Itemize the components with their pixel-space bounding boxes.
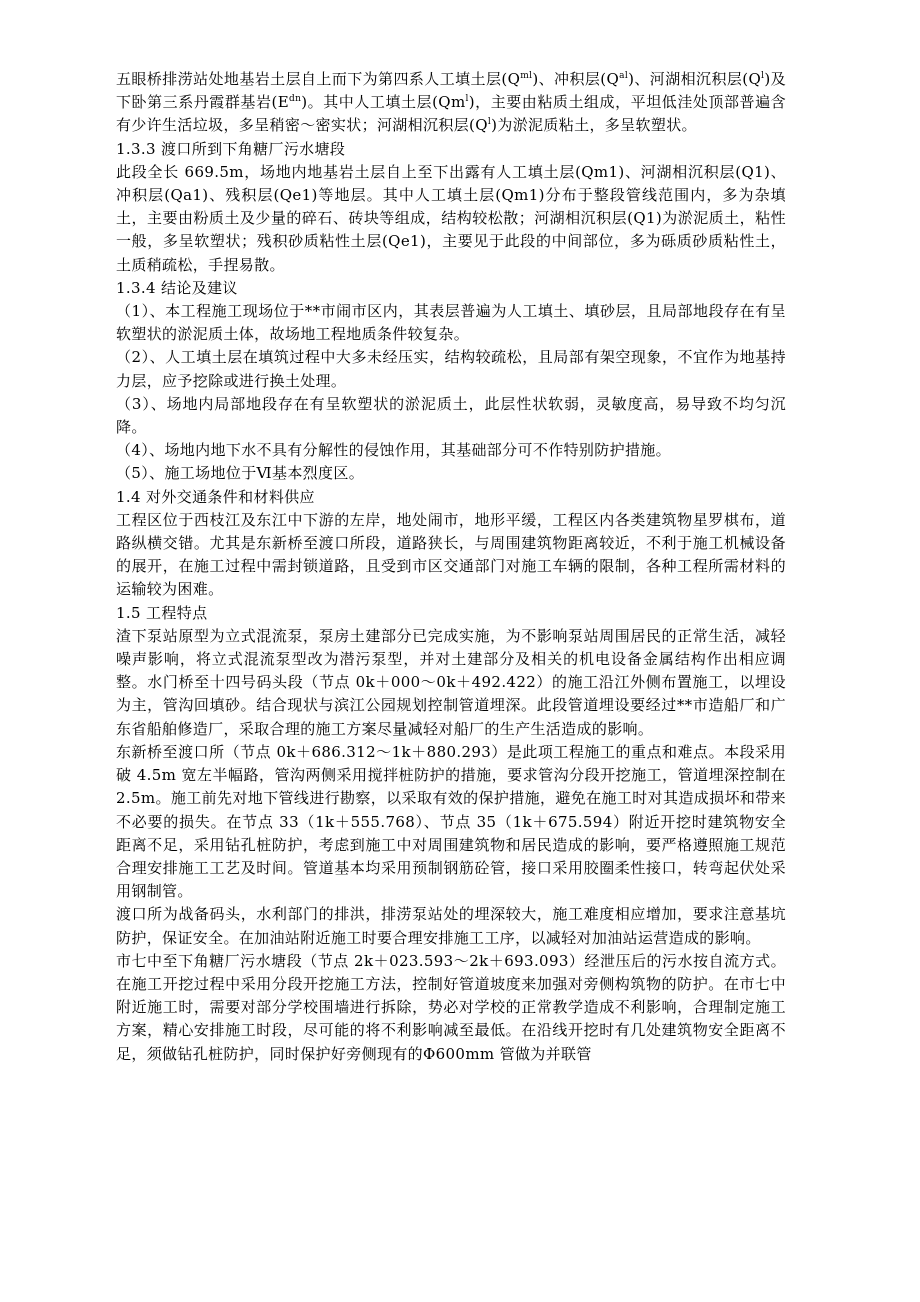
heading-1-4: 1.4 对外交通条件和材料供应 bbox=[116, 487, 315, 506]
paragraph-traffic: 工程区位于西枝江及东江中下游的左岸，地处闹市，地形平缓，工程区内各类建筑物星罗棋布，道路纵横交错。尤其是东新桥至渡口所段，道路狭长，与周围建筑物距离较近，不利于施工机械设备的展开，在施工过程中需封锁道路，且受到市区交通部门对施工车辆的限制，各种工程所需材料的运输较为困难。 bbox=[116, 510, 786, 599]
paragraph-geology-dukousuo: 此段全长 669.5m，场地内地基岩土层自上至下出露有人工填土层(Qm1)、河湖相沉积层(Q1)、冲积层(Qa1)、残积层(Qe1)等地层。其中人工填土层(Qm1)分布于整段管线范围内，多为杂填土，主要由粉质土及少量的碎石、砖块等组成，结构较松散；河湖相沉积层(Q1)为淤泥质土，粘性一般，多呈软塑状；残积砂质粘性土层(Qe1)，主要见于此段的中间部位，多为砾质砂质粘性土，土质稍疏松，手捏易散。 bbox=[116, 162, 786, 274]
paragraph-features-dukousuo: 渡口所为战备码头，水利部门的排洪，排涝泵站处的埋深较大，施工难度相应增加，要求注意基坑防护，保证安全。在加油站附近施工时要合理安排施工工序，以减轻对加油站运营造成的影响。 bbox=[116, 905, 786, 947]
document-body bbox=[116, 68, 786, 1066]
paragraph-features-pump: 渣下泵站原型为立式混流泵，泵房土建部分已完成实施，为不影响泵站周围居民的正常生活，减轻噪声影响，将立式混流泵型改为潜污泵型，并对土建部分及相关的机电设备金属结构作出相应调整。水门桥至十四号码头段（节点 0k＋000～0k＋492.422）的施工沿江外侧布置施工，以埋设为主，管沟回填砂。结合现状与滨江公园规划控制管道埋深。此段管道埋设要经过**市造船厂和广东省船舶修造厂，采取合理的施工方案尽量减轻对船厂的生产生活造成的影响。 bbox=[116, 626, 786, 738]
heading-1-5: 1.5 工程特点 bbox=[116, 603, 208, 622]
heading-1-3-4: 1.3.4 结论及建议 bbox=[116, 278, 238, 297]
conclusion-item-1: （1）、本工程施工现场位于**市闹市区内，其表层普遍为人工填土、填砂层，且局部地段存在有呈软塑状的淤泥质土体，故场地工程地质条件较复杂。 bbox=[116, 302, 786, 344]
conclusion-item-5: （5）、施工场地位于Ⅵ基本烈度区。 bbox=[116, 464, 365, 483]
paragraph-features-dongxinqiao: 东新桥至渡口所（节点 0k＋686.312～1k＋880.293）是此项工程施工的重点和难点。本段采用破 4.5m 宽左半幅路，管沟两侧采用搅拌桩防护的措施，要求管沟分段开挖施工，管道埋深控制在 2.5m。施工前先对地下管线进行勘察，以采取有效的保护措施，避免在施工时对其造成损坏和带来不必要的损失。在节点 33（1k＋555.768）、节点 35（1k＋675.594）附近开挖时建筑物安全距离不足，采用钻孔桩防护，考虑到施工中对周围建筑物和居民造成的影响，要严格遵照施工规范合理安排施工工艺及时间。管道基本均采用预制钢筋砼管，接口采用胶圈柔性接口，转弯起伏处采用钢制管。 bbox=[116, 742, 786, 901]
heading-1-3-3: 1.3.3 渡口所到下角糖厂污水塘段 bbox=[116, 139, 346, 158]
conclusion-item-4: （4）、场地内地下水不具有分解性的侵蚀作用，其基础部分可不作特别防护措施。 bbox=[116, 441, 671, 460]
conclusion-item-3: （3）、场地内局部地段存在有呈软塑状的淤泥质土，此层性状软弱，灵敏度高，易导致不均匀沉降。 bbox=[116, 394, 786, 437]
paragraph-features-shiqizhong: 市七中至下角糖厂污水塘段（节点 2k＋023.593～2k＋693.093）经泄压后的污水按自流方式。在施工开挖过程中采用分段开挖施工方法，控制好管道坡度来加强对旁侧构筑物的防护。在市七中附近施工时，需要对部分学校围墙进行拆除，势必对学校的正常教学造成不利影响，合理制定施工方案，精心安排施工时段，尽可能的将不利影响减至最低。在沿线开挖时有几处建筑物安全距离不足，须做钻孔桩防护，同时保护好旁侧现有的Φ600mm 管做为并联管 bbox=[116, 951, 786, 1063]
paragraph-geology-wuyanqiao: 五眼桥排涝站处地基岩土层自上而下为第四系人工填土层$(Q^{ml})$、冲积层$(Q^{al})$、河湖相沉积层$(Q^l)$及下卧第三系丹霞群基岩$(E^{dn})$。其中人工填土层(Qm$^l$)，主要由粘质土组成，平坦低洼处顶部普遍含有少许生活垃圾，多呈稍密～密实状；河湖相沉积层$(Q^l)$为淤泥质粘土，多呈软塑状。 bbox=[116, 70, 786, 135]
conclusion-item-2: （2）、人工填土层在填筑过程中大多未经压实，结构较疏松，且局部有架空现象，不宜作为地基持力层，应予挖除或进行换土处理。 bbox=[116, 348, 786, 390]
